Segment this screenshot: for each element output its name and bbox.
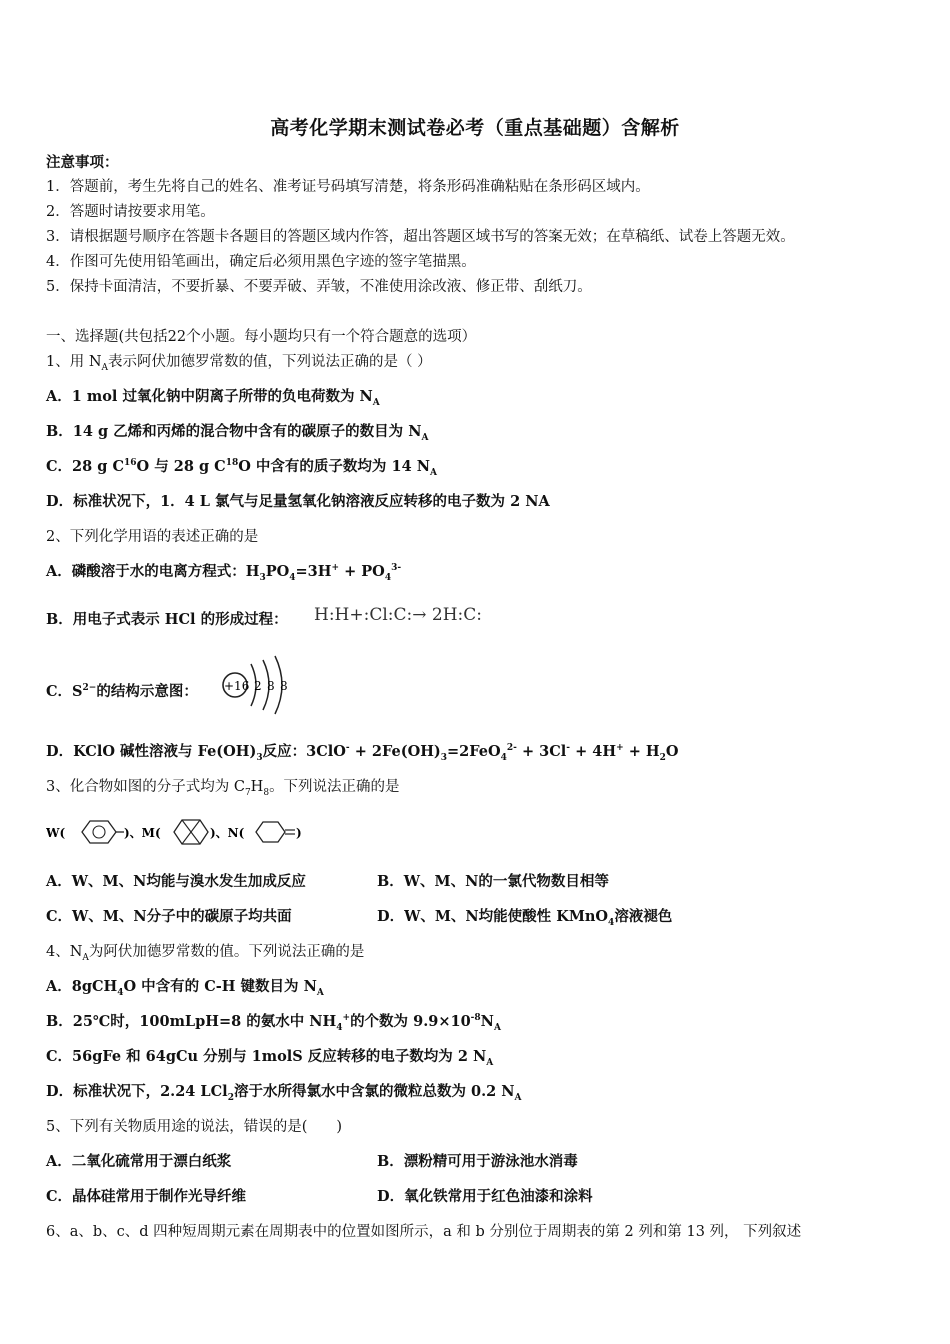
question-1-stem: 1、用 $N_A$表示阿伏加德罗常数的值，下列说法正确的是（ ） [46,354,432,373]
question-5-option-b: B．漂粉精可用于游泳池水消毒 [377,1153,578,1170]
section-heading: 一、选择题(共包括22个小题。每小题均只有一个符合题意的选项） [46,329,477,345]
question-1-option-b: B．14 g 乙烯和丙烯的混合物中含有的碳原子的数目为 $N_A$ [46,423,429,443]
question-2-option-a: A．磷酸溶于水的电离方程式：$H_3PO_4=3H^+ + PO_4^{3-}$ [46,563,402,583]
question-4-stem: 4、$N_A$为阿伏加德罗常数的值。下列说法正确的是 [46,944,365,963]
question-2-option-d: D．KClO 碱性溶液与 $Fe(OH)_3$反应：$3ClO^- + 2Fe(OH)_3=2FeO_4^{2-} + 3Cl^- + 4H^+ + H_2O$ [46,743,679,763]
question-4-option-a: A．8gCH$_4$O 中含有的 C-H 键数目为 $N_A$ [46,978,324,998]
shell-electrons: 2 [254,679,262,693]
shell-electrons: 8 [267,679,275,693]
question-3-option-d: D．W、M、N均能使酸性 KMnO$_4$溶液褪色 [377,908,673,928]
toluene-ring [82,821,116,843]
notice-item: 2．答题时请按要求用笔。 [46,204,215,220]
question-4-option-b: B．25℃时，100mLpH=8 的氨水中 $NH_4^+$的个数为 $9.9\times 10^{-8}N_A$ [46,1013,501,1033]
question-2-option-c: C．$S^{2-}$的结构示意图： [46,683,198,700]
question-1-option-d: D．标准状况下，1．4 L 氯气与足量氢氧化钠溶液反应转移的电子数为 2 NA [46,493,550,510]
question-3-option-b: B．W、M、N的一氯代物数目相等 [377,873,609,890]
notice-item: 1．答题前，考生先将自己的姓名、准考证号码填写清楚，将条形码准确粘贴在条形码区域内。 [46,179,650,195]
compound-structures-figure [46,815,306,849]
question-5-option-d: D．氧化铁常用于红色油漆和涂料 [377,1188,593,1205]
structure-label-w: W( [46,826,66,840]
question-5-stem: 5、下列有关物质用途的说法，错误的是( ) [46,1119,343,1135]
structure-label-n: )、N( [210,826,245,840]
notice-item: 5．保持卡面清洁，不要折暴、不要弄破、弄皱，不准使用涂改液、修正带、刮纸刀。 [46,279,592,295]
question-2-stem: 2、下列化学用语的表述正确的是 [46,529,259,545]
question-3-option-a: A．W、M、N均能与溴水发生加成反应 [46,873,306,890]
question-1-option-a: A．1 mol 过氧化钠中阴离子所带的负电荷数为 $N_A$ [46,388,380,408]
question-4-option-c: C．56gFe 和 64gCu 分别与 1molS 反应转移的电子数均为 2 $N_A$ [46,1048,494,1068]
methylene-ring [256,822,285,842]
question-3-option-c: C．W、M、N分子中的碳原子均共面 [46,908,292,925]
question-6-stem: 6、a、b、c、d 四种短周期元素在周期表中的位置如图所示，a 和 b 分别位于周期表的第 2 列和第 13 列， 下列叙述 [46,1224,802,1240]
structure-close: ) [296,826,302,840]
shell-electrons: 8 [280,679,288,693]
question-4-option-d: D．标准状况下，2.24 LCl$_2$溶于水所得氯水中含氯的微粒总数为 0.2 $N_A$ [46,1083,522,1103]
notice-item: 3．请根据题号顺序在答题卡各题目的答题区域内作答，超出答题区域书写的答案无效；在草稿纸、试卷上答题无效。 [46,229,795,245]
notice-item: 4．作图可先使用铅笔画出，确定后必须用黑色字迹的签字笔描黑。 [46,254,476,270]
question-2-option-b: B．用电子式表示 HCl 的形成过程： [46,611,288,628]
hcl-electron-formula: H:H+:Cl:C:→ 2H:C: [314,605,483,625]
nucleus-charge: +16 [224,679,250,693]
question-3-stem: 3、化合物如图的分子式均为 $C_7H_8$。下列说法正确的是 [46,779,400,798]
notice-heading: 注意事项： [46,154,119,171]
sulfide-ion-structure-diagram [218,654,298,716]
structure-label-m: )、M( [124,826,161,840]
question-1-option-c: C．28 g $C^{16}O$ 与 28 g $C^{18}O$ 中含有的质子数均为 14 $N_A$ [46,458,437,478]
question-5-option-c: C．晶体硅常用于制作光导纤维 [46,1188,247,1205]
question-5-option-a: A．二氧化硫常用于漂白纸浆 [46,1153,232,1170]
page-title: 高考化学期末测试卷必考（重点基础题）含解析 [270,117,680,139]
